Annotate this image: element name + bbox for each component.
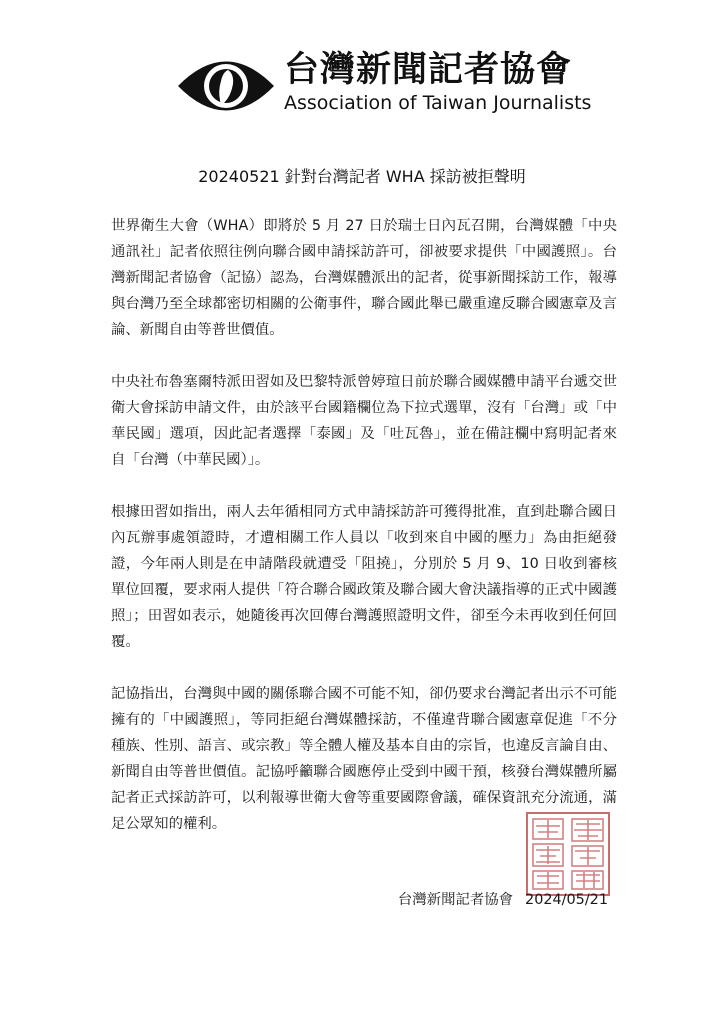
signature-date: 2024/05/21 (525, 892, 608, 908)
paragraph: 中央社布魯塞爾特派田習如及巴黎特派曾婷瑄日前於聯合國媒體申請平台遞交世衛大會採訪申請文件，由於該平台國籍欄位為下拉式選單，沒有「台灣」或「中華民國」選項，因此記者選擇「泰國」及「吐瓦魯」，並在備註欄中寫明記者來自「台灣（中華民國）」。 (111, 374, 617, 468)
paragraph: 世界衛生大會（WHA）即將於 5 月 27 日於瑞士日內瓦召開，台灣媒體「中央通訊社」記者依照往例向聯合國申請採訪許可，卻被要求提供「中國護照」。台灣新聞記者協會（記協）認為，台灣媒體派出的記者，從事新聞採訪工作，報導與台灣乃至全球都密切相關的公衛事件，聯合國此舉已嚴重違反聯合國憲章及言論、新聞自由等普世價值。 (111, 218, 617, 338)
red-seal-stamp-icon (526, 812, 610, 896)
organization-name-en: Association of Taiwan Journalists (284, 92, 592, 114)
organization-name-zh: 台灣新聞記者協會 (284, 50, 573, 90)
paragraph: 根據田習如指出，兩人去年循相同方式申請採訪許可獲得批准，直到赴聯合國日內瓦辦事處領證時，才遭相關工作人員以「收到來自中國的壓力」為由拒絕發證，今年兩人則是在申請階段就遭受「阻撓」，分別於 5 月 9、10 日收到審核單位回覆，要求兩人提供「符合聯合國政策及聯合國大會決議指導的正式中國護照」；田習如表示，她隨後再次回傳台灣護照證明文件，卻至今未再收到任何回覆。 (111, 504, 617, 650)
eye-taiwan-logo-icon (176, 51, 276, 121)
signature-line (0, 890, 608, 910)
signature-organization: 台灣新聞記者協會 (397, 892, 514, 908)
statement-body (111, 213, 617, 863)
document-title: 20240521 針對台灣記者 WHA 採訪被拒聲明 (198, 167, 526, 186)
paragraph: 記協指出，台灣與中國的關係聯合國不可能不知，卻仍要求台灣記者出示不可能擁有的「中國護照」，等同拒絕台灣媒體採訪，不僅違背聯合國憲章促進「不分種族、性別、語言、或宗教」等全體人權及基本自由的宗旨，也違反言論自由、新聞自由等普世價值。記協呼籲聯合國應停止受到中國干預，核發台灣媒體所屬記者正式採訪許可，以利報導世衛大會等重要國際會議，確保資訊充分流通，滿足公眾知的權利。 (111, 686, 617, 832)
